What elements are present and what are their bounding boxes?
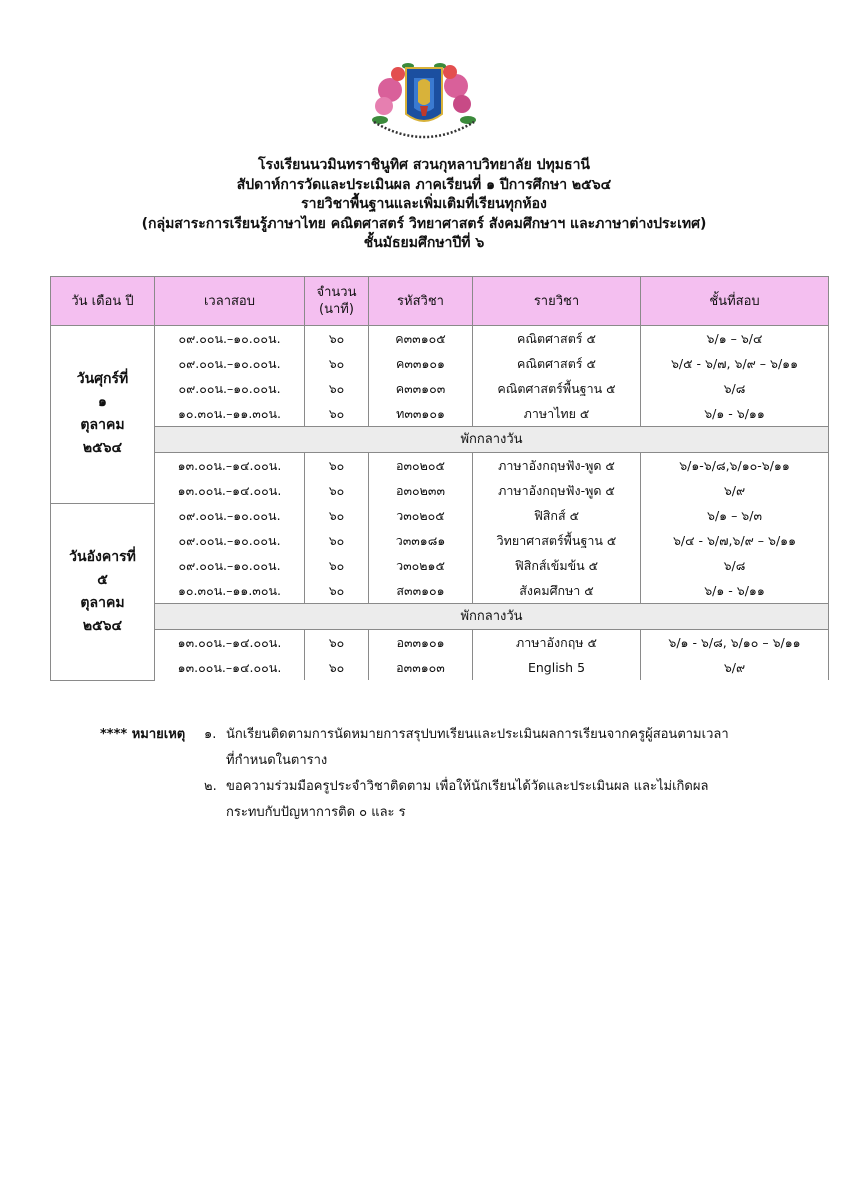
col-header-date: วัน เดือน ปี bbox=[51, 277, 155, 326]
time-cell: ๑๓.๐๐น.–๑๔.๐๐น. bbox=[155, 655, 305, 680]
day-name: วันศุกร์ที่ bbox=[76, 371, 129, 388]
subject-cell: คณิตศาสตร์พื้นฐาน ๕ bbox=[473, 376, 641, 401]
code-cell: ค๓๓๑๐๕ bbox=[369, 326, 473, 352]
code-cell: ว๓๐๒๑๕ bbox=[369, 553, 473, 578]
time-cell: ๑๓.๐๐น.–๑๔.๐๐น. bbox=[155, 478, 305, 503]
day-name: วันอังคารที่ bbox=[69, 548, 136, 565]
class-cell: ๖/๘ bbox=[641, 376, 829, 401]
table-row bbox=[51, 326, 829, 352]
minutes-cell: ๖๐ bbox=[305, 655, 369, 680]
lunch-break-label: พักกลางวัน bbox=[155, 427, 829, 453]
code-cell: ค๓๓๑๐๑ bbox=[369, 351, 473, 376]
document-heading bbox=[0, 156, 848, 254]
code-cell: ว๓๓๑๘๑ bbox=[369, 528, 473, 553]
minutes-cell: ๖๐ bbox=[305, 351, 369, 376]
subject-cell: English 5 bbox=[473, 655, 641, 680]
code-cell: ว๓๐๒๐๕ bbox=[369, 503, 473, 528]
note-number: ๒. bbox=[204, 779, 217, 794]
table-row bbox=[51, 376, 829, 401]
note-text-continued: ที่กำหนดในตาราง bbox=[226, 753, 328, 768]
col-header-code: รหัสวิชา bbox=[369, 277, 473, 326]
table-row bbox=[51, 630, 829, 656]
subject-cell: ภาษาอังกฤษฟัง-พูด ๕ bbox=[473, 453, 641, 479]
time-cell: ๐๙.๐๐น.–๑๐.๐๐น. bbox=[155, 553, 305, 578]
col-header-minutes: จำนวน (นาที) bbox=[305, 277, 369, 326]
minutes-cell: ๖๐ bbox=[305, 528, 369, 553]
class-cell: ๖/๙ bbox=[641, 655, 829, 680]
table-header-row bbox=[51, 277, 829, 326]
subject-cell: คณิตศาสตร์ ๕ bbox=[473, 326, 641, 352]
table-row bbox=[51, 401, 829, 427]
minutes-cell: ๖๐ bbox=[305, 401, 369, 427]
code-cell: อ๓๓๑๐๑ bbox=[369, 630, 473, 656]
minutes-cell: ๖๐ bbox=[305, 553, 369, 578]
subject-cell: ฟิสิกส์ ๕ bbox=[473, 503, 641, 528]
subject-cell: วิทยาศาสตร์พื้นฐาน ๕ bbox=[473, 528, 641, 553]
day-cell bbox=[51, 326, 155, 504]
minutes-cell: ๖๐ bbox=[305, 503, 369, 528]
lunch-break-row bbox=[51, 604, 829, 630]
school-crest-icon bbox=[364, 56, 484, 146]
lunch-break-label: พักกลางวัน bbox=[155, 604, 829, 630]
note-number: ๑. bbox=[204, 727, 217, 742]
day-cell bbox=[51, 503, 155, 680]
subject-scope: รายวิชาพื้นฐานและเพิ่มเติมที่เรียนทุกห้อง bbox=[301, 196, 547, 212]
col-header-class: ชั้นที่สอบ bbox=[641, 277, 829, 326]
code-cell: ท๓๓๑๐๑ bbox=[369, 401, 473, 427]
class-cell: ๖/๑ - ๖/๘, ๖/๑๐ – ๖/๑๑ bbox=[641, 630, 829, 656]
minutes-cell: ๖๐ bbox=[305, 326, 369, 352]
day-number: ๑ bbox=[98, 394, 107, 411]
time-cell: ๐๙.๐๐น.–๑๐.๐๐น. bbox=[155, 528, 305, 553]
school-logo bbox=[364, 56, 484, 146]
note-item bbox=[100, 722, 800, 748]
note-text: นักเรียนติดตามการนัดหมายการสรุปบทเรียนและประเมินผลการเรียนจากครูผู้สอนตามเวลา bbox=[226, 727, 729, 742]
class-cell: ๖/๘ bbox=[641, 553, 829, 578]
table-row bbox=[51, 578, 829, 604]
code-cell: อ๓๐๒๐๕ bbox=[369, 453, 473, 479]
notes-section bbox=[100, 722, 800, 826]
minutes-cell: ๖๐ bbox=[305, 478, 369, 503]
note-text: ขอความร่วมมือครูประจำวิชาติดตาม เพื่อให้นักเรียนได้วัดและประเมินผล และไม่เกิดผล bbox=[226, 779, 709, 794]
class-cell: ๖/๑ – ๖/๔ bbox=[641, 326, 829, 352]
time-cell: ๐๙.๐๐น.–๑๐.๐๐น. bbox=[155, 376, 305, 401]
subject-cell: สังคมศึกษา ๕ bbox=[473, 578, 641, 604]
minutes-cell: ๖๐ bbox=[305, 630, 369, 656]
month-name: ตุลาคม bbox=[80, 417, 125, 434]
table-row bbox=[51, 655, 829, 680]
class-cell: ๖/๑ – ๖/๓ bbox=[641, 503, 829, 528]
time-cell: ๑๐.๓๐น.–๑๑.๓๐น. bbox=[155, 578, 305, 604]
col-header-subject: รายวิชา bbox=[473, 277, 641, 326]
table-row bbox=[51, 351, 829, 376]
lunch-break-row bbox=[51, 427, 829, 453]
year: ๒๕๖๔ bbox=[82, 440, 123, 457]
code-cell: อ๓๐๒๓๓ bbox=[369, 478, 473, 503]
class-cell: ๖/๑ - ๖/๑๑ bbox=[641, 401, 829, 427]
time-cell: ๑๐.๓๐น.–๑๑.๓๐น. bbox=[155, 401, 305, 427]
school-name: โรงเรียนนวมินทราชินูทิศ สวนกุหลาบวิทยาลัย ปทุมธานี bbox=[258, 157, 590, 173]
day-number: ๕ bbox=[97, 571, 108, 588]
minutes-cell: ๖๐ bbox=[305, 376, 369, 401]
note-item bbox=[100, 774, 800, 800]
time-cell: ๑๓.๐๐น.–๑๔.๐๐น. bbox=[155, 630, 305, 656]
grade-level: ชั้นมัธยมศึกษาปีที่ ๖ bbox=[363, 235, 485, 251]
time-cell: ๐๙.๐๐น.–๑๐.๐๐น. bbox=[155, 326, 305, 352]
table-row bbox=[51, 478, 829, 503]
exam-week-title: สัปดาห์การวัดและประเมินผล ภาคเรียนที่ ๑ ปีการศึกษา ๒๕๖๔ bbox=[236, 176, 612, 193]
subject-cell: ฟิสิกส์เข้มข้น ๕ bbox=[473, 553, 641, 578]
code-cell: อ๓๓๑๐๓ bbox=[369, 655, 473, 680]
subject-cell: คณิตศาสตร์ ๕ bbox=[473, 351, 641, 376]
time-cell: ๑๓.๐๐น.–๑๔.๐๐น. bbox=[155, 453, 305, 479]
learning-groups: (กลุ่มสาระการเรียนรู้ภาษาไทย คณิตศาสตร์ วิทยาศาสตร์ สังคมศึกษาฯ และภาษาต่างประเทศ) bbox=[141, 215, 707, 232]
month-name: ตุลาคม bbox=[80, 594, 125, 611]
class-cell: ๖/๕ - ๖/๗, ๖/๙ – ๖/๑๑ bbox=[641, 351, 829, 376]
note-text-continued: กระทบกับปัญหาการติด ๐ และ ร bbox=[226, 805, 406, 820]
table-row bbox=[51, 528, 829, 553]
class-cell: ๖/๑ - ๖/๑๑ bbox=[641, 578, 829, 604]
class-cell: ๖/๔ - ๖/๗,๖/๙ – ๖/๑๑ bbox=[641, 528, 829, 553]
table-row bbox=[51, 553, 829, 578]
minutes-cell: ๖๐ bbox=[305, 453, 369, 479]
table-row bbox=[51, 503, 829, 528]
minutes-cell: ๖๐ bbox=[305, 578, 369, 604]
code-cell: ค๓๓๑๐๓ bbox=[369, 376, 473, 401]
subject-cell: ภาษาอังกฤษ ๕ bbox=[473, 630, 641, 656]
code-cell: ส๓๓๑๐๑ bbox=[369, 578, 473, 604]
time-cell: ๐๙.๐๐น.–๑๐.๐๐น. bbox=[155, 503, 305, 528]
subject-cell: ภาษาไทย ๕ bbox=[473, 401, 641, 427]
year: ๒๕๖๔ bbox=[82, 617, 123, 634]
class-cell: ๖/๙ bbox=[641, 478, 829, 503]
time-cell: ๐๙.๐๐น.–๑๐.๐๐น. bbox=[155, 351, 305, 376]
table-row bbox=[51, 453, 829, 479]
exam-schedule-table bbox=[50, 276, 829, 681]
col-header-time: เวลาสอบ bbox=[155, 277, 305, 326]
class-cell: ๖/๑-๖/๘,๖/๑๐-๖/๑๑ bbox=[641, 453, 829, 479]
notes-label: **** หมายเหตุ bbox=[100, 727, 186, 742]
subject-cell: ภาษาอังกฤษฟัง-พูด ๕ bbox=[473, 478, 641, 503]
